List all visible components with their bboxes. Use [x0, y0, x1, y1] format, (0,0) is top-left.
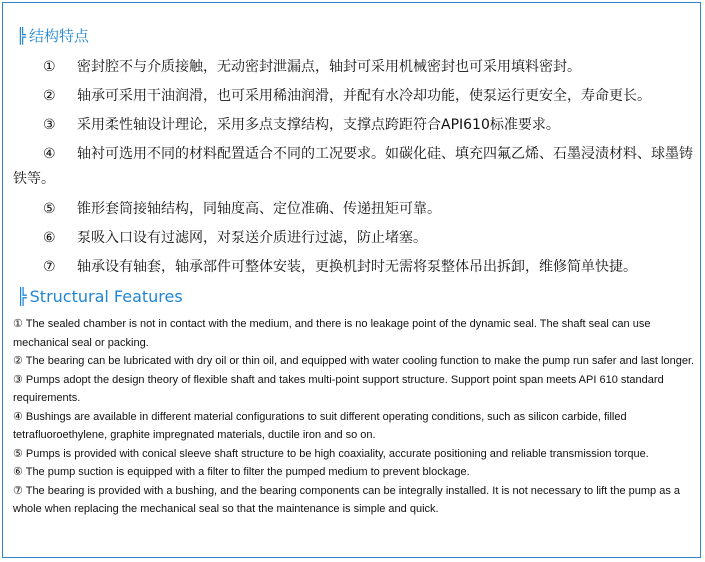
en-heading-text: Structural Features: [29, 287, 183, 306]
list-item: ① The sealed chamber is not in contact with the medium, and there is no leakage point of the dynamic seal. The shaft seal can use mechanical seal or packing.: [13, 318, 651, 349]
list-item: ① 密封腔不与介质接触，无动密封泄漏点，轴封可采用机械密封也可采用填料密封。: [43, 59, 581, 75]
list-item: ⑥ The pump suction is equipped with a filter to filter the pumped medium to prevent blockage.: [13, 466, 470, 478]
list-item: ⑦ The bearing is provided with a bushing, and the bearing components can be integrally installed. It is not necessary to lift the pump as a whole when replacing the mechanical seal so that the maintenance is simple and quick.: [13, 484, 680, 515]
list-item: ③ 采用柔性轴设计理论，采用多点支撑结构，支撑点跨距符合API610标准要求。: [43, 117, 560, 133]
list-item: ③ Pumps adopt the design theory of flexible shaft and takes multi-point support structure. Support point span meets API 610 standard requirements.: [13, 373, 664, 404]
en-feature-list: [13, 315, 697, 519]
list-item: ⑦ 轴承设有轴套，轴承部件可整体安装，更换机封时无需将泵整体吊出拆卸，维修简单快捷。: [43, 259, 637, 275]
bracket-bar-icon: ╠: [17, 287, 27, 306]
en-section-heading: [17, 287, 183, 306]
list-item: ② 轴承可采用干油润滑，也可采用稀油润滑，并配有水冷却功能，使泵运行更安全，寿命更长。: [43, 88, 651, 104]
zh-heading-text: 结构特点: [29, 27, 90, 45]
list-item: ⑤ 锥形套筒接轴结构，同轴度高、定位准确、传递扭矩可靠。: [43, 201, 441, 217]
zh-feature-list: [13, 55, 697, 284]
list-item: ⑤ Pumps is provided with conical sleeve shaft structure to be high coaxiality, accurate positioning and reliable transmission torque.: [13, 447, 649, 460]
list-item: ② The bearing can be lubricated with dry oil or thin oil, and equipped with water cooling function to make the pump run safer and last longer.: [13, 355, 695, 367]
list-item: ④ Bushings are available in different material configurations to suit different operating conditions, such as silicon carbide, filled tetrafluoroethylene, graphite impregnated materials, ductile iron and so on.: [13, 410, 627, 441]
content-frame: [2, 2, 701, 558]
zh-section-heading: [17, 25, 89, 46]
list-item: ④ 轴衬可选用不同的材料配置适合不同的工况要求。如碳化硅、填充四氟乙烯、石墨浸渍材料、球墨铸铁等。: [13, 146, 693, 187]
bracket-bar-icon: ╠: [17, 26, 27, 45]
list-item: ⑥ 泵吸入口设有过滤网，对泵送介质进行过滤，防止堵塞。: [43, 230, 427, 246]
